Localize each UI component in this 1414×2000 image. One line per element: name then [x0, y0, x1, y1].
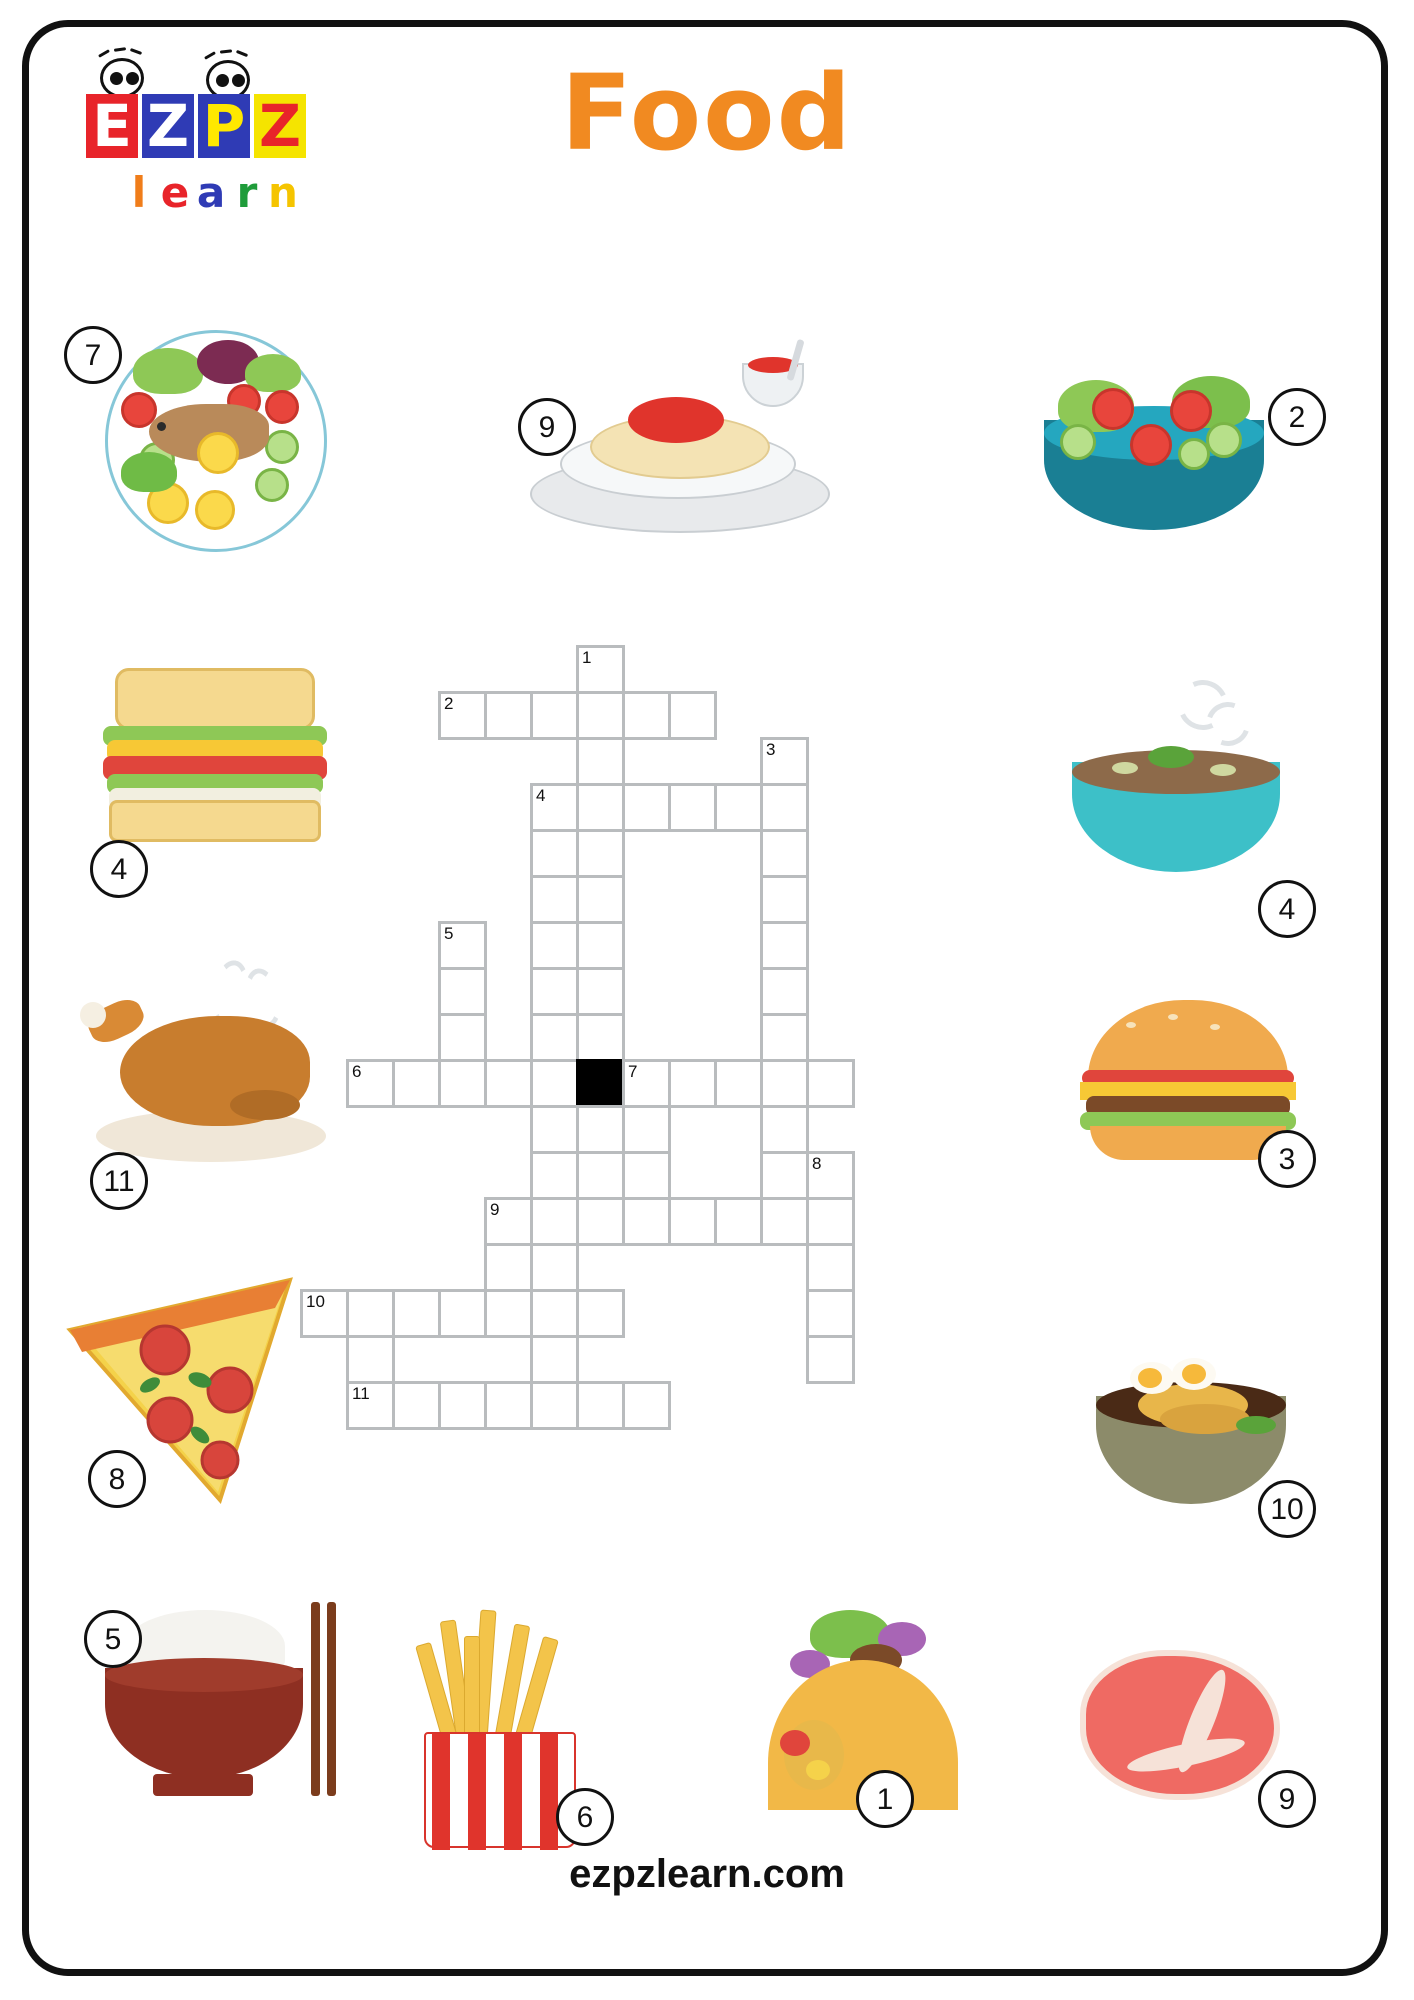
crossword-clue-number: 5 [444, 924, 454, 943]
logo-letter-e2: e [160, 168, 190, 217]
crossword-cell[interactable] [760, 875, 809, 924]
crossword-cell[interactable] [622, 1197, 671, 1246]
clue-number-pizza: 8 [88, 1450, 146, 1508]
logo-letter-r: r [236, 168, 258, 217]
clue-number-hamburger: 3 [1258, 1130, 1316, 1188]
crossword-cell[interactable] [530, 691, 579, 740]
crossword-cell[interactable] [530, 1381, 579, 1430]
crossword-cell[interactable] [714, 1059, 763, 1108]
clue-number-chicken: 11 [90, 1152, 148, 1210]
crossword-cell[interactable] [806, 1059, 855, 1108]
crossword-cell[interactable] [438, 1381, 487, 1430]
crossword-clue-number: 7 [628, 1062, 638, 1081]
crossword-clue-number: 6 [352, 1062, 362, 1081]
crossword-cell[interactable] [392, 1289, 441, 1338]
crossword-cell[interactable] [668, 1059, 717, 1108]
crossword-cell[interactable] [806, 1243, 855, 1292]
crossword-cell[interactable] [300, 1289, 349, 1338]
crossword-cell[interactable] [576, 921, 625, 970]
crossword-cell[interactable] [576, 967, 625, 1016]
crossword-cell[interactable] [668, 691, 717, 740]
salad-bowl-image [1030, 368, 1280, 548]
clue-number-rice: 5 [84, 1610, 142, 1668]
crossword-cell[interactable] [530, 967, 579, 1016]
crossword-cell[interactable] [530, 875, 579, 924]
crossword-cell[interactable] [530, 1335, 579, 1384]
crossword-cell[interactable] [806, 1335, 855, 1384]
clue-number-taco: 1 [856, 1770, 914, 1828]
steak-image [1070, 1640, 1290, 1820]
logo-letter-a: a [196, 168, 226, 217]
crossword-clue-number: 2 [444, 694, 454, 713]
crossword-cell[interactable] [622, 691, 671, 740]
crossword-cell[interactable] [668, 783, 717, 832]
crossword-cell[interactable] [576, 829, 625, 878]
crossword-cell[interactable] [484, 691, 533, 740]
logo-row-learn [122, 168, 300, 217]
clue-number-salad: 2 [1268, 388, 1326, 446]
crossword-cell[interactable] [438, 967, 487, 1016]
crossword-cell[interactable] [438, 691, 487, 740]
crossword-cell[interactable] [760, 1151, 809, 1200]
crossword-cell[interactable] [346, 1059, 395, 1108]
clue-number-sandwich: 4 [90, 840, 148, 898]
crossword-cell[interactable] [760, 737, 809, 786]
crossword-cell[interactable] [484, 1059, 533, 1108]
crossword-clue-number: 9 [490, 1200, 500, 1219]
crossword-cell[interactable] [530, 921, 579, 970]
logo-letter-z1: Z [142, 94, 194, 158]
crossword-cell[interactable] [576, 645, 625, 694]
clue-number-fish: 7 [64, 326, 122, 384]
page-title: Food [560, 52, 854, 174]
crossword-cell[interactable] [760, 783, 809, 832]
crossword-cell[interactable] [530, 1105, 579, 1154]
logo-letter-n: n [268, 168, 298, 217]
crossword-cell[interactable] [530, 783, 579, 832]
crossword-cell[interactable] [806, 1289, 855, 1338]
crossword-cell[interactable] [668, 1197, 717, 1246]
clue-number-steak: 9 [1258, 1770, 1316, 1828]
crossword-cell[interactable] [622, 1059, 671, 1108]
crossword-cell[interactable] [806, 1151, 855, 1200]
crossword-cell[interactable] [484, 1289, 533, 1338]
crossword-cell[interactable] [714, 783, 763, 832]
clue-number-fries: 6 [556, 1788, 614, 1846]
crossword-cell[interactable] [530, 1013, 579, 1062]
crossword-cell[interactable] [576, 875, 625, 924]
crossword-cell[interactable] [714, 1197, 763, 1246]
crossword-cell[interactable] [530, 1151, 579, 1200]
logo-letter-e: E [86, 94, 138, 158]
crossword-cell[interactable] [438, 921, 487, 970]
clue-number-spaghetti: 9 [518, 398, 576, 456]
clue-number-soup: 4 [1258, 880, 1316, 938]
crossword-cell[interactable] [530, 1243, 579, 1292]
crossword-cell[interactable] [806, 1197, 855, 1246]
fish-plate-image [105, 330, 325, 550]
crossword-cell[interactable] [438, 1289, 487, 1338]
crossword-cell[interactable] [392, 1059, 441, 1108]
crossword-clue-number: 4 [536, 786, 546, 805]
crossword-cell[interactable] [576, 737, 625, 786]
crossword-clue-number: 8 [812, 1154, 822, 1173]
crossword-cell[interactable] [622, 783, 671, 832]
clue-number-noodles: 10 [1258, 1480, 1316, 1538]
crossword-cell[interactable] [530, 1197, 579, 1246]
crossword-cell[interactable] [760, 967, 809, 1016]
crossword-cell[interactable] [530, 1059, 579, 1108]
crossword-cell[interactable] [576, 783, 625, 832]
crossword-cell[interactable] [346, 1289, 395, 1338]
crossword-cell[interactable] [622, 1105, 671, 1154]
crossword-cell[interactable] [576, 1197, 625, 1246]
crossword-cell[interactable] [576, 1013, 625, 1062]
crossword-cell[interactable] [576, 1289, 625, 1338]
crossword-clue-number: 3 [766, 740, 776, 759]
crossword-cell[interactable] [576, 1381, 625, 1430]
crossword-cell[interactable] [576, 1105, 625, 1154]
crossword-cell[interactable] [438, 1059, 487, 1108]
crossword-cell[interactable] [760, 1013, 809, 1062]
crossword-cell[interactable] [346, 1381, 395, 1430]
crossword-cell[interactable] [530, 1289, 579, 1338]
crossword-cell[interactable] [760, 921, 809, 970]
logo-letter-p: P [198, 94, 250, 158]
crossword-cell[interactable] [622, 1381, 671, 1430]
crossword-cell[interactable] [760, 1059, 809, 1108]
crossword-clue-number: 1 [582, 648, 592, 667]
crossword-cell[interactable] [760, 1105, 809, 1154]
crossword-cell[interactable] [760, 829, 809, 878]
crossword-cell[interactable] [484, 1381, 533, 1430]
crossword-block [576, 1059, 625, 1108]
crossword-cell[interactable] [760, 1197, 809, 1246]
crossword-cell[interactable] [346, 1335, 395, 1384]
site-footer: ezpzlearn.com [569, 1852, 845, 1896]
crossword-cell[interactable] [530, 829, 579, 878]
crossword-cell[interactable] [392, 1381, 441, 1430]
crossword-cell[interactable] [484, 1243, 533, 1292]
crossword-cell[interactable] [438, 1013, 487, 1062]
crossword-grid[interactable] [300, 645, 1120, 1545]
crossword-cell[interactable] [622, 1151, 671, 1200]
logo-letter-z2: Z [254, 94, 306, 158]
crossword-clue-number: 10 [306, 1292, 325, 1311]
logo-letter-l: l [131, 168, 147, 217]
crossword-cell[interactable] [484, 1197, 533, 1246]
crossword-cell[interactable] [576, 691, 625, 740]
crossword-clue-number: 11 [352, 1384, 370, 1403]
